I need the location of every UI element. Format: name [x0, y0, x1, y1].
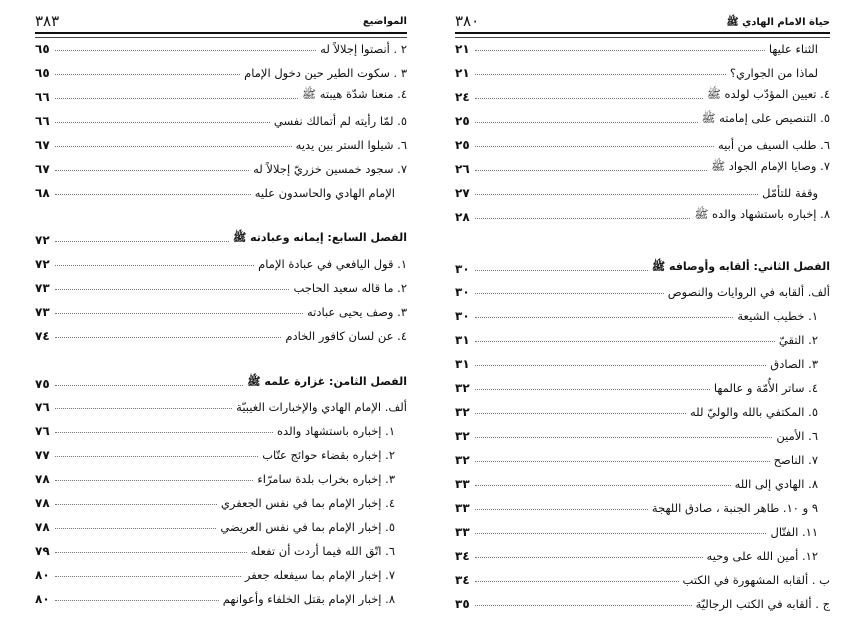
toc-entry [35, 108, 407, 128]
toc-entry-page: ٧٣ [35, 305, 50, 319]
toc-entry-title: الإمام الهادي والحاسدون عليه [254, 186, 395, 200]
dot-leader [55, 265, 254, 266]
toc-entry-title: ألف. الإمام الهادي والإخبارات الغيبيّة [236, 400, 407, 414]
page-header [455, 12, 830, 30]
toc-entry-page: ٢٨ [455, 210, 470, 224]
running-title: حياة الامام الهادي ﷺ [726, 17, 830, 28]
toc-entry-title: ١. إخباره باستشهاد والده [277, 424, 395, 438]
toc-entry-title: ٦. الأمين [776, 429, 818, 443]
toc-entry [455, 543, 830, 563]
toc-entry-page: ٦٨ [35, 186, 50, 200]
toc-entry [455, 279, 830, 299]
toc-entry [35, 490, 407, 510]
toc-entry [35, 418, 407, 438]
dot-leader [55, 74, 240, 75]
left-page [35, 0, 407, 639]
toc-entry [35, 275, 407, 295]
toc-entry-title: ١٢. أمين الله على وحيه [706, 549, 818, 563]
toc-entry-title: ٨. إخبار الإمام بقتل الخلفاء وأعوانهم [222, 592, 395, 606]
toc-entry [455, 156, 830, 176]
toc-entry-title: ٤. عن لسان كافور الخادم [285, 329, 407, 343]
page-number: ٣٨٣ [35, 12, 60, 30]
toc-entry [455, 567, 830, 587]
dot-leader [55, 528, 216, 529]
toc-entry-page: ٧٩ [35, 544, 50, 558]
toc-entry-title: الفصل الثامن: غزارة علمه ﷺ [245, 375, 407, 391]
toc-entry-page: ٣٣ [455, 501, 470, 515]
toc-entry-title: ٣. الصادق [770, 357, 818, 371]
toc-entry-page: ٣٠ [455, 309, 470, 323]
dot-leader [475, 365, 766, 366]
dot-leader [475, 218, 690, 219]
toc-entry-title: ٤. تعيين المؤدّب لولده ﷺ [705, 87, 830, 104]
dot-leader [55, 504, 217, 505]
toc-entry-title: لماذا من الجواري؟ [729, 66, 818, 80]
dot-leader [55, 600, 219, 601]
toc-entry-page: ٧٢ [35, 233, 50, 247]
toc-entry-title: ٤. منعنا شدّة هيبته ﷺ [300, 87, 407, 104]
toc-entry-title: ٥. المكتفي بالله والوليّ لله [690, 405, 818, 419]
dot-leader [55, 98, 298, 99]
toc-entry [455, 471, 830, 491]
toc-entry-page: ٦٧ [35, 138, 50, 152]
toc-entry-page: ٧٤ [35, 329, 50, 343]
dot-leader [55, 385, 243, 386]
toc-entry-page: ٣٣ [455, 525, 470, 539]
dot-leader [475, 389, 710, 390]
toc-entry-page: ٧٨ [35, 496, 50, 510]
toc-entry-title: ج . ألقابه في الكتب الرجاليّة [695, 597, 830, 611]
dot-leader [55, 289, 289, 290]
toc-entry [35, 466, 407, 486]
toc-entry-page: ٣٥ [455, 597, 470, 611]
toc-entry-page: ٢٥ [455, 138, 470, 152]
dot-leader [55, 146, 292, 147]
toc-entry-title: ٤. ساتر الأُمّة و عالمها [713, 381, 818, 395]
toc-entry [455, 180, 830, 200]
toc-entry-page: ٢٤ [455, 90, 470, 104]
toc-entry-page: ٢١ [455, 42, 470, 56]
toc-entry [455, 519, 830, 539]
dot-leader [475, 509, 648, 510]
dot-leader [55, 337, 281, 338]
toc-entry-title: الثناء عليها [768, 42, 818, 56]
dot-leader [55, 170, 249, 171]
toc-entry-title: وقفة للتأمّل [762, 186, 818, 200]
dot-leader [55, 552, 247, 553]
dot-leader [475, 533, 766, 534]
toc-entry-title: ٧. إخبار الإمام بما سيفعله جعفر [244, 568, 395, 582]
toc-entry-title: ٨. الهادي إلى الله [734, 477, 818, 491]
toc-entry-page: ٦٧ [35, 162, 50, 176]
dot-leader [475, 146, 714, 147]
dot-leader [55, 313, 303, 314]
toc-entry [35, 562, 407, 582]
toc-entry-page: ٣٣ [455, 477, 470, 491]
toc-entry-title: ٥. لمّا رأيته لم أتمالك نفسي [273, 114, 407, 128]
toc-entry-page: ٣٢ [455, 381, 470, 395]
page-header [35, 12, 407, 30]
dot-leader [55, 408, 232, 409]
right-page [455, 0, 830, 639]
dot-leader [475, 270, 648, 271]
toc-chapter-heading [35, 371, 407, 391]
toc-entry-page: ٧٨ [35, 472, 50, 486]
toc-entry [455, 447, 830, 467]
toc-entry [35, 60, 407, 80]
toc-entry-page: ٣٠ [455, 285, 470, 299]
toc-entry [455, 327, 830, 347]
toc-entry [35, 394, 407, 414]
toc-entry-page: ٨٠ [35, 568, 50, 582]
dot-leader [55, 456, 258, 457]
dot-leader [55, 432, 273, 433]
toc-entry-title: ١. خطيب الشيعة [737, 309, 818, 323]
dot-leader [475, 437, 772, 438]
toc-entry-page: ٦٦ [35, 90, 50, 104]
toc-entry-page: ٧٢ [35, 257, 50, 271]
toc-entry-page: ٢١ [455, 66, 470, 80]
toc-entry-title: ٣. إخباره بخراب بلدة سامرّاء [257, 472, 395, 486]
dot-leader [55, 122, 270, 123]
toc-entry-page: ٧٦ [35, 424, 50, 438]
dot-leader [55, 480, 253, 481]
running-title: المواضيع [362, 16, 407, 27]
toc-entry-page: ٧٨ [35, 520, 50, 534]
toc-entry-title: الفصل السابع: إيمانه وعبادته ﷺ [231, 231, 407, 247]
dot-leader [475, 50, 765, 51]
toc-entry [35, 323, 407, 343]
dot-leader [475, 557, 703, 558]
toc-entry-page: ٧٥ [35, 377, 50, 391]
toc-entry-title: ٦. شيلوا الستر بين يديه [295, 138, 407, 152]
toc-entry-title: ٢. ما قاله سعيد الحاجب [293, 281, 407, 295]
toc-entry-title: ٥. التنصيص على إمامته ﷺ [700, 111, 830, 128]
toc-entry-title: ب . ألقابه المشهورة في الكتب [682, 573, 830, 587]
toc-entry-title: ٣. وصف يحيى عبادته [306, 305, 407, 319]
toc-entry-page: ٣٢ [455, 453, 470, 467]
toc-entry [455, 591, 830, 611]
toc-entry [35, 36, 407, 56]
toc-entry-title: ٧. الناصح [773, 453, 818, 467]
toc-entry-page: ٨٠ [35, 592, 50, 606]
toc-entry [455, 351, 830, 371]
toc-entry-page: ٣٠ [455, 262, 470, 276]
toc-entry-title: الفصل الثاني: ألقابه وأوصافه ﷺ [650, 260, 830, 276]
dot-leader [475, 170, 707, 171]
toc-entry [35, 156, 407, 176]
toc-entry-title: ٧. سجود خمسين خزريّ إجلالاً له [253, 162, 407, 176]
dot-leader [55, 50, 316, 51]
toc-entry [455, 84, 830, 104]
dot-leader [55, 194, 251, 195]
toc-entry [35, 84, 407, 104]
toc-entry-title: ٥. إخبار الإمام بما في نفس العريضي [220, 520, 395, 534]
toc-entry-title: ٣ . سكوت الطير حين دخول الإمام [244, 66, 407, 80]
toc-entry-page: ٢٦ [455, 162, 470, 176]
toc-entry-page: ٣١ [455, 357, 470, 371]
toc-entry-page: ٢٥ [455, 114, 470, 128]
toc-entry-page: ٦٦ [35, 114, 50, 128]
toc-entry-page: ٧٧ [35, 448, 50, 462]
toc-entry-title: ٩ و ١٠. طاهر الجنبة ، صادق اللهجة [651, 501, 818, 515]
toc-entry-title: ٢ . أنصتوا إجلالاً له [320, 42, 407, 56]
toc-entry [455, 204, 830, 224]
toc-entry [35, 442, 407, 462]
toc-entry-title: ٨. إخباره باستشهاد والده ﷺ [692, 207, 830, 224]
toc-entry [35, 132, 407, 152]
toc-entry [455, 375, 830, 395]
dot-leader [475, 461, 770, 462]
toc-entry-page: ٣٤ [455, 573, 470, 587]
dot-leader [475, 122, 698, 123]
dot-leader [475, 293, 664, 294]
toc-entry [35, 586, 407, 606]
toc-entry-title: ٤. إخبار الإمام بما في نفس الجعفري [220, 496, 395, 510]
toc-entry [455, 399, 830, 419]
toc-entry-page: ٢٧ [455, 186, 470, 200]
toc-entry [35, 299, 407, 319]
toc-entry-page: ٦٥ [35, 66, 50, 80]
dot-leader [55, 241, 229, 242]
toc-entry-title: ١. قول اليافعي في عبادة الإمام [258, 257, 407, 271]
toc-entry-page: ٣١ [455, 333, 470, 347]
toc-entry [455, 303, 830, 323]
toc-entry [455, 36, 830, 56]
dot-leader [475, 413, 686, 414]
toc-entry-page: ٣٤ [455, 549, 470, 563]
dot-leader [475, 341, 775, 342]
dot-leader [475, 605, 692, 606]
toc-entry-page: ٧٣ [35, 281, 50, 295]
toc-entry [455, 108, 830, 128]
toc-entry-title: ألف. ألقابه في الروايات والنصوص [667, 285, 830, 299]
toc-entry [455, 423, 830, 443]
dot-leader [475, 485, 731, 486]
dot-leader [475, 194, 758, 195]
toc-entry [455, 132, 830, 152]
toc-entry [35, 251, 407, 271]
toc-entry-page: ٣٢ [455, 429, 470, 443]
toc-entry-title: ٢. إخباره بقضاء حوائج عتّاب [262, 448, 395, 462]
toc-entry [35, 538, 407, 558]
dot-leader [475, 74, 726, 75]
dot-leader [475, 581, 679, 582]
toc-entry-page: ٦٥ [35, 42, 50, 56]
toc-chapter-heading [455, 256, 830, 276]
toc-entry [35, 514, 407, 534]
toc-entry-title: ٧. وصايا الإمام الجواد ﷺ [709, 159, 830, 176]
toc-entry-page: ٧٦ [35, 400, 50, 414]
toc-entry-title: ٦. طلب السيف من أبيه [718, 138, 830, 152]
toc-entry [455, 60, 830, 80]
toc-entry [455, 495, 830, 515]
page-number: ٣٨٠ [455, 12, 480, 30]
toc-entry-title: ١١. الفتّال [770, 525, 818, 539]
toc-entry-title: ٦. اتّق الله فيما أردت أن تفعله [250, 544, 395, 558]
dot-leader [475, 317, 733, 318]
toc-entry-title: ٢. التقيّ [778, 333, 818, 347]
dot-leader [55, 576, 241, 577]
toc-entry [35, 180, 407, 200]
toc-entry-page: ٣٢ [455, 405, 470, 419]
dot-leader [475, 98, 703, 99]
toc-chapter-heading [35, 227, 407, 247]
